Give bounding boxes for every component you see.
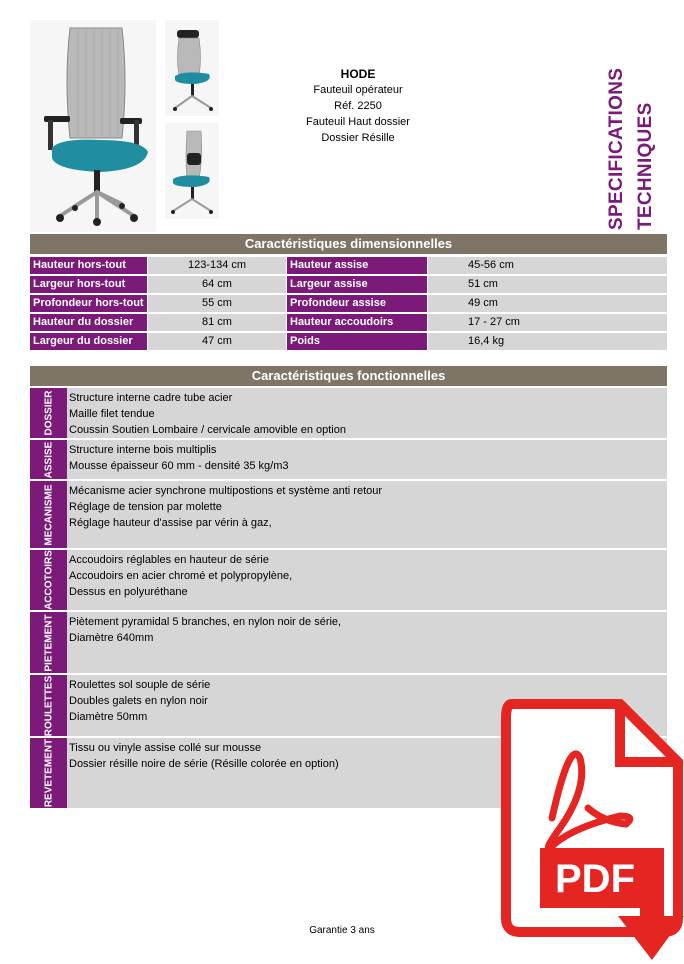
product-line: Dossier Résille: [321, 132, 395, 144]
func-line: Accoudoirs réglables en hauteur de série: [69, 554, 269, 566]
dim-label: Hauteur du dossier: [30, 314, 147, 331]
func-line: Réglage hauteur d'assise par vérin à gaz,: [69, 517, 272, 529]
func-line: Dossier résille noire de série (Résille colorée en option): [69, 758, 339, 770]
side-title-line2: TECHNIQUES: [635, 102, 656, 230]
func-tab: [30, 612, 67, 673]
dim-value: 47 cm: [148, 333, 286, 350]
func-line: Accoudoirs en acier chromé et polypropylène,: [69, 570, 293, 582]
table-row: [30, 256, 667, 275]
pdf-download-icon[interactable]: [500, 698, 684, 964]
table-row: [30, 275, 667, 294]
dim-label: Profondeur hors-tout: [30, 295, 147, 312]
func-line: Tissu ou vinyle assise collé sur mousse: [69, 742, 262, 754]
table-row: [30, 294, 667, 313]
func-row-dossier: [30, 388, 667, 438]
product-line: Fauteuil opérateur: [313, 84, 403, 96]
func-row-accotoirs: [30, 550, 667, 610]
dim-label: Hauteur assise: [287, 257, 427, 274]
functional-header: Caractéristiques fonctionnelles: [30, 366, 667, 386]
side-title: [606, 42, 658, 232]
func-line: Structure interne bois multiplis: [69, 444, 217, 456]
dimensions-header: Caractéristiques dimensionnelles: [30, 234, 667, 254]
func-line: Dessus en polyuréthane: [69, 586, 188, 598]
func-tab: [30, 675, 67, 736]
func-body: [67, 388, 667, 438]
func-line: Piètement pyramidal 5 branches, en nylon noir de série,: [69, 616, 342, 628]
dim-value: 49 cm: [428, 295, 667, 312]
func-tab: [30, 388, 67, 438]
side-title-line1: SPECIFICATIONS: [606, 67, 627, 230]
func-line: Diamètre 50mm: [69, 711, 148, 723]
func-line: Réglage de tension par molette: [69, 501, 222, 513]
func-tab: [30, 550, 67, 610]
func-body: [67, 550, 667, 610]
func-body: [67, 612, 667, 673]
func-line: Doubles galets en nylon noir: [69, 695, 208, 707]
dim-label: Profondeur assise: [287, 295, 427, 312]
dim-label: Largeur du dossier: [30, 333, 147, 350]
dim-value: 51 cm: [428, 276, 667, 293]
func-tab-label: PIETEMENT: [43, 613, 54, 672]
func-body: [67, 440, 667, 479]
func-tab: [30, 481, 67, 548]
product-line: Réf. 2250: [334, 100, 382, 112]
func-row-mecanisme: [30, 481, 667, 548]
dim-value: 17 - 27 cm: [428, 314, 667, 331]
func-line: Structure interne cadre tube acier: [69, 392, 233, 404]
warranty-footer: Garantie 3 ans: [309, 925, 375, 936]
dim-label: Largeur assise: [287, 276, 427, 293]
dim-label: Hauteur accoudoirs: [287, 314, 427, 331]
func-line: Maille filet tendue: [69, 408, 155, 420]
dim-value: 123-134 cm: [148, 257, 286, 274]
dimensions-table: [30, 256, 667, 351]
chair-photo-headrest: [165, 20, 219, 116]
table-row: [30, 313, 667, 332]
pdf-badge-text: PDF: [555, 857, 635, 901]
func-tab-label: REVETEMENT: [43, 738, 54, 808]
dim-label: Hauteur hors-tout: [30, 257, 147, 274]
func-line: Mécanisme acier synchrone multipostions et système anti retour: [69, 485, 383, 497]
dim-value: 16,4 kg: [428, 333, 667, 350]
product-title-block: [258, 66, 458, 146]
product-name: HODE: [340, 67, 376, 81]
dim-value: 55 cm: [148, 295, 286, 312]
table-row: [30, 332, 667, 351]
func-tab: [30, 738, 67, 808]
func-row-assise: [30, 440, 667, 479]
func-tab-label: ASSISE: [43, 441, 54, 478]
dim-value: 81 cm: [148, 314, 286, 331]
func-body: [67, 481, 667, 548]
func-tab: [30, 440, 67, 479]
dim-label: Largeur hors-tout: [30, 276, 147, 293]
dim-value: 45-56 cm: [428, 257, 667, 274]
func-tab-label: DOSSIER: [43, 390, 54, 436]
chair-photo-side: [165, 123, 219, 219]
product-line: Fauteuil Haut dossier: [306, 116, 410, 128]
func-tab-label: ROULETTES: [43, 675, 54, 736]
func-line: Coussin Soutien Lombaire / cervicale amovible en option: [69, 424, 346, 436]
chair-photo-main: [30, 20, 156, 232]
func-line: Diamètre 640mm: [69, 632, 154, 644]
func-row-pietement: [30, 612, 667, 673]
func-line: Roulettes sol souple de série: [69, 679, 211, 691]
dim-label: Poids: [287, 333, 427, 350]
func-tab-label: ACCOTOIRS: [43, 550, 54, 610]
func-tab-label: MECANISME: [43, 483, 54, 546]
dim-value: 64 cm: [148, 276, 286, 293]
func-line: Mousse épaisseur 60 mm - densité 35 kg/m3: [69, 460, 289, 472]
